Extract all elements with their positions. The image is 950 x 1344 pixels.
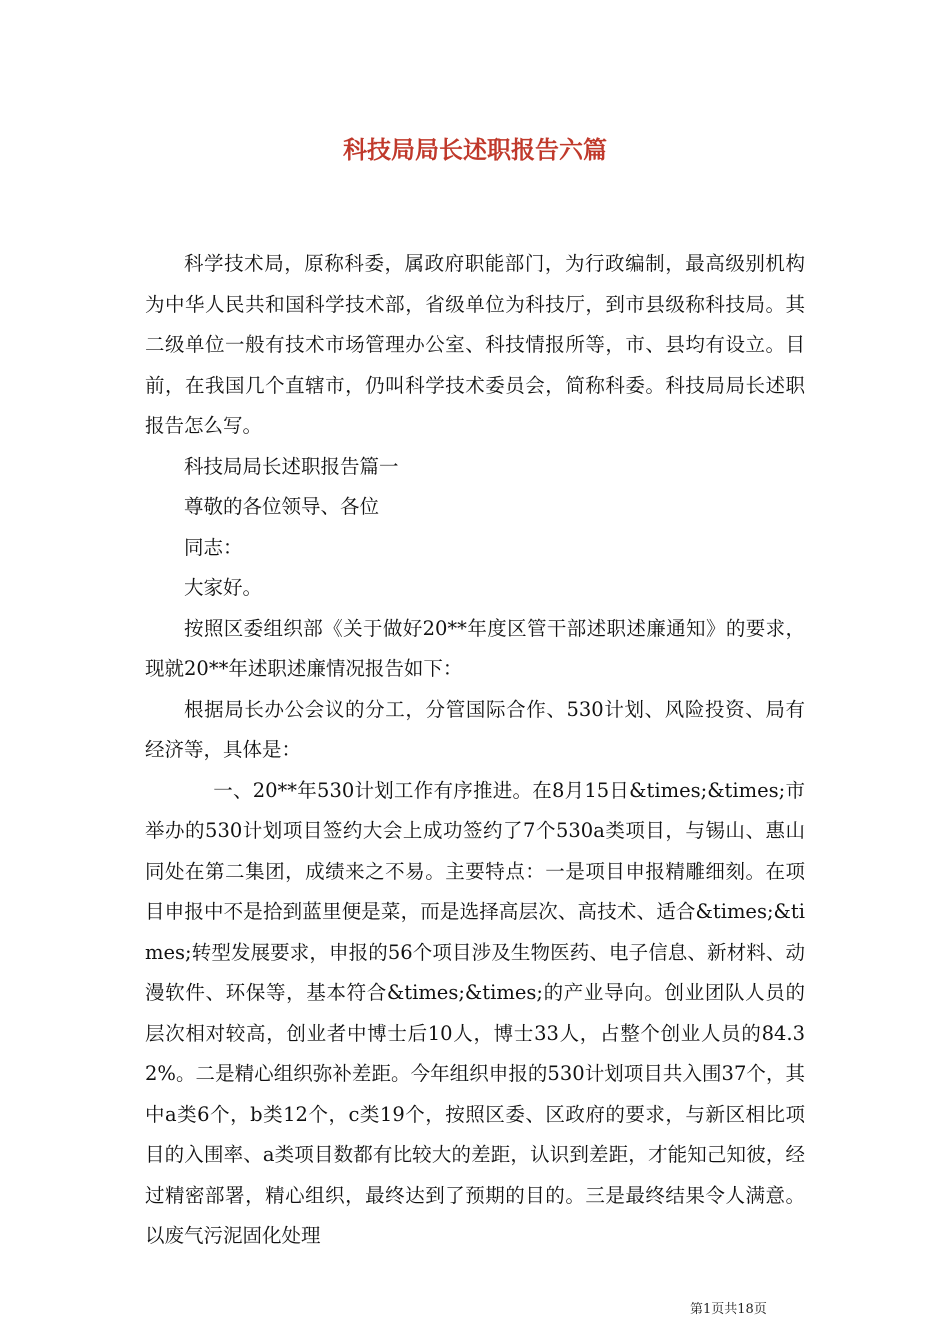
- body-paragraph: 一、20**年530计划工作有序推进。在8月15日&times;&times;市举办的530计划项目签约大会上成功签约了7个530a类项目，与锡山、惠山同处在第二集团，成绩来之不易。主要特点：一是项目申报精雕细刻。在项目申报中不是拾到蓝里便是菜，而是选择高层次、高技术、适合&times;&times;转型发展要求，申报的56个项目涉及生物医药、电子信息、新材料、动漫软件、环保等，基本符合&times;&times;的产业导向。创业团队人员的层次相对较高，创业者中博士后10人，博士33人，占整个创业人员的84.32%。二是精心组织弥补差距。今年组织申报的530计划项目共入围37个，其中a类6个，b类12个，c类19个，按照区委、区政府的要求，与新区相比项目的入围率、a类项目数都有比较大的差距，认识到差距，才能知己知彼，经过精密部署，精心组织，最终达到了预期的目的。三是最终结果令人满意。以废气污泥固化处理: [145, 778, 805, 1247]
- salutation-continued: 同志：: [184, 535, 243, 559]
- document-body: [145, 244, 805, 1257]
- section-heading: 科技局局长述职报告篇一: [184, 454, 399, 478]
- salutation: 尊敬的各位领导、各位: [184, 495, 380, 518]
- document-title: 科技局局长述职报告六篇: [343, 135, 607, 164]
- page-number: 第1页共18页: [690, 1302, 767, 1317]
- intro-paragraph: 科学技术局，原称科委，属政府职能部门，为行政编制，最高级别机构为中华人民共和国科学技术部，省级单位为科技厅，到市县级称科技局。其二级单位一般有技术市场管理办公室、科技情报所等，市、县均有设立。目前，在我国几个直辖市，仍叫科学技术委员会，简称科委。科技局局长述职报告怎么写。: [145, 252, 805, 437]
- body-paragraph: 按照区委组织部《关于做好20**年度区管干部述职述廉通知》的要求，现就20**年述职述廉情况报告如下：: [145, 616, 805, 680]
- greeting: 大家好。: [184, 576, 263, 599]
- body-paragraph: 根据局长办公会议的分工，分管国际合作、530计划、风险投资、局有经济等，具体是：: [145, 697, 805, 761]
